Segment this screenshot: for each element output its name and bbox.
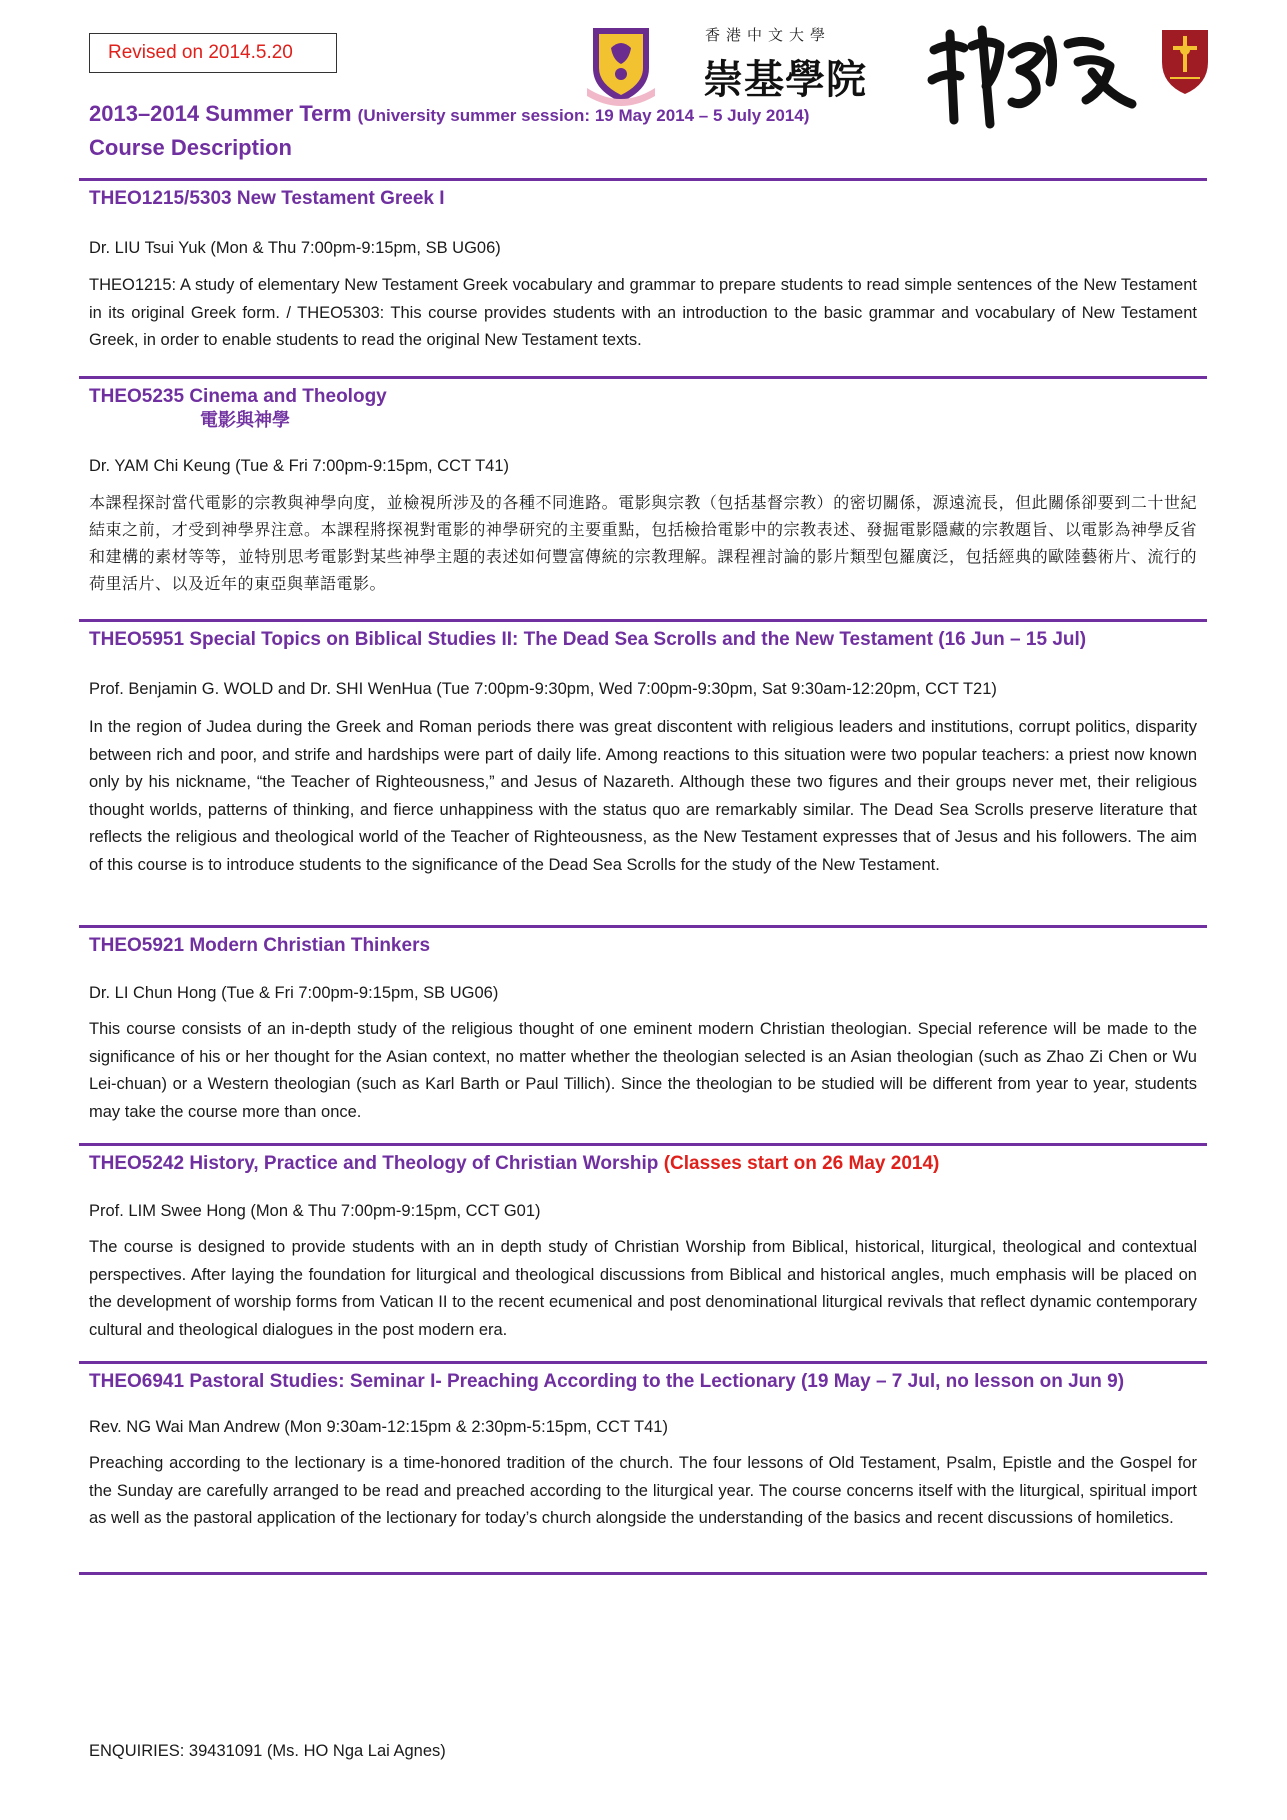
course-description: This course consists of an in-depth study of the religious thought of one eminent modern Christian theologian. Special reference will be made to the significance of his or her thought for the Asian context, no matter whether the theologian selected is an Asian theologian (such as Zhao Zi Chen or Wu Lei-chuan) or a Western theologian (such as Karl Barth or Paul Tillich). Since the theologian to be studied will be different from year to year, students may take the course more than once. xyxy=(89,1020,1197,1121)
term-title xyxy=(89,101,809,127)
course-section xyxy=(79,619,1207,910)
course-title-text: THEO5242 History, Practice and Theology of Christian Worship xyxy=(89,1153,664,1174)
enquiries-contact: ENQUIRIES: 39431091 (Ms. HO Nga Lai Agnes) xyxy=(89,1742,446,1760)
university-name: 香港中文大學 xyxy=(705,26,832,44)
course-instructor: Rev. NG Wai Man Andrew (Mon 9:30am-12:15pm & 2:30pm-5:15pm, CCT T41) xyxy=(89,1418,668,1436)
revised-date-box: Revised on 2014.5.20 xyxy=(89,33,337,73)
course-instructor: Prof. LIM Swee Hong (Mon & Thu 7:00pm-9:15pm, CCT G01) xyxy=(89,1202,541,1220)
course-title: THEO5921 Modern Christian Thinkers xyxy=(89,935,431,956)
course-title: THEO5951 Special Topics on Biblical Studies II: The Dead Sea Scrolls and the New Testament (16 Jun – 15 Jul) xyxy=(89,629,1087,650)
section-divider xyxy=(79,1572,1207,1575)
course-title: THEO6941 Pastoral Studies: Seminar I- Preaching According to the Lectionary (19 May – 7 Jul, no lesson on Jun 9) xyxy=(89,1371,1125,1392)
course-title xyxy=(89,1152,1197,1176)
course-section xyxy=(79,1361,1207,1562)
course-title-en: THEO5235 Cinema and Theology xyxy=(89,386,387,407)
divinity-school-calligraphy-logo xyxy=(920,20,1140,130)
chung-chi-crest-icon xyxy=(1158,26,1212,96)
course-instructor: Prof. Benjamin G. WOLD and Dr. SHI WenHua (Tue 7:00pm-9:30pm, Wed 7:00pm-9:30pm, Sat 9:30am-12:20pm, CCT T21) xyxy=(89,680,997,698)
course-instructor: Dr. YAM Chi Keung (Tue & Fri 7:00pm-9:15pm, CCT T41) xyxy=(89,457,509,475)
course-section xyxy=(79,178,1207,358)
course-start-notice: (Classes start on 26 May 2014) xyxy=(663,1153,940,1174)
term-name: 2013–2014 Summer Term xyxy=(89,101,352,126)
session-dates: (University summer session: 19 May 2014 – 5 July 2014) xyxy=(357,106,810,125)
course-list xyxy=(79,178,1207,1575)
course-section xyxy=(79,376,1207,601)
course-title: THEO1215/5303 New Testament Greek I xyxy=(89,188,445,209)
course-description: 本課程探討當代電影的宗教與神學向度，並檢視所涉及的各種不同進路。電影與宗教（包括基督宗教）的密切關係，源遠流長，但此關係卻要到二十世紀結束之前，才受到神學界注意。本課程將探視對電影的神學研究的主要重點，包括檢拾電影中的宗教表述、發掘電影隱藏的宗教題旨、以電影為神學反省和建構的素材等等，並特別思考電影對某些神學主題的表述如何豐富傳統的宗教理解。課程裡討論的影片類型包羅廣泛，包括經典的歐陸藝術片、流行的荷里活片、以及近年的東亞與華語電影。 xyxy=(89,493,1197,593)
college-name: 崇基學院 xyxy=(703,57,867,103)
course-instructor: Dr. LIU Tsui Yuk (Mon & Thu 7:00pm-9:15pm, SB UG06) xyxy=(89,239,501,257)
course-section xyxy=(79,925,1207,1128)
course-description: THEO1215: A study of elementary New Testament Greek vocabulary and grammar to prepare students to read simple sentences of the New Testament in its original Greek form. / THEO5303: This course provides students with an introduction to the basic grammar and vocabulary of New Testament Greek, in order to enable students to read the original New Testament texts. xyxy=(89,276,1197,349)
cuhk-crest-icon xyxy=(585,24,657,106)
course-instructor: Dr. LI Chun Hong (Tue & Fri 7:00pm-9:15pm, SB UG06) xyxy=(89,984,499,1002)
course-section xyxy=(79,1143,1207,1346)
course-description: Preaching according to the lectionary is a time-honored tradition of the church. The four lessons of Old Testament, Psalm, Epistle and the Gospel for the Sunday are carefully arranged to be read and preached according to the liturgical year. The course concerns itself with the liturgical, spiritual import as well as the pastoral application of the lectionary for today’s church alongside the understanding of the basics and recent discussions of homiletics. xyxy=(89,1454,1197,1527)
course-title xyxy=(89,385,1197,433)
page-title: Course Description xyxy=(89,135,292,160)
course-description: In the region of Judea during the Greek and Roman periods there was great discontent with religious leaders and institutions, corrupt politics, disparity between rich and poor, and strife and hardships were part of daily life. Among reactions to this situation were two popular teachers: a priest now known only by his nickname, “the Teacher of Righteousness,” and Jesus of Nazareth. Although these two figures and their groups never met, their religious thought worlds, patterns of thinking, and fierce unhappiness with the status quo are remarkably similar. The Dead Sea Scrolls preserve literature that reflects the religious and theological world of the Teacher of Righteousness, as the New Testament expresses that of Jesus and his followers. The aim of this course is to introduce students to the significance of the Dead Sea Scrolls for the study of the New Testament. xyxy=(89,718,1197,874)
course-title-zh: 電影與神學 xyxy=(200,410,290,431)
course-description: The course is designed to provide students with an in depth study of Christian Worship from Biblical, historical, liturgical, theological and contextual perspectives. After laying the foundation for liturgical and theological discussions from Biblical and historical angles, much emphasis will be placed on the development of worship forms from Vatican II to the recent ecumenical and post denominational liturgical revivals that reflect dynamic contemporary cultural and theological dialogues in the post modern era. xyxy=(89,1238,1197,1339)
